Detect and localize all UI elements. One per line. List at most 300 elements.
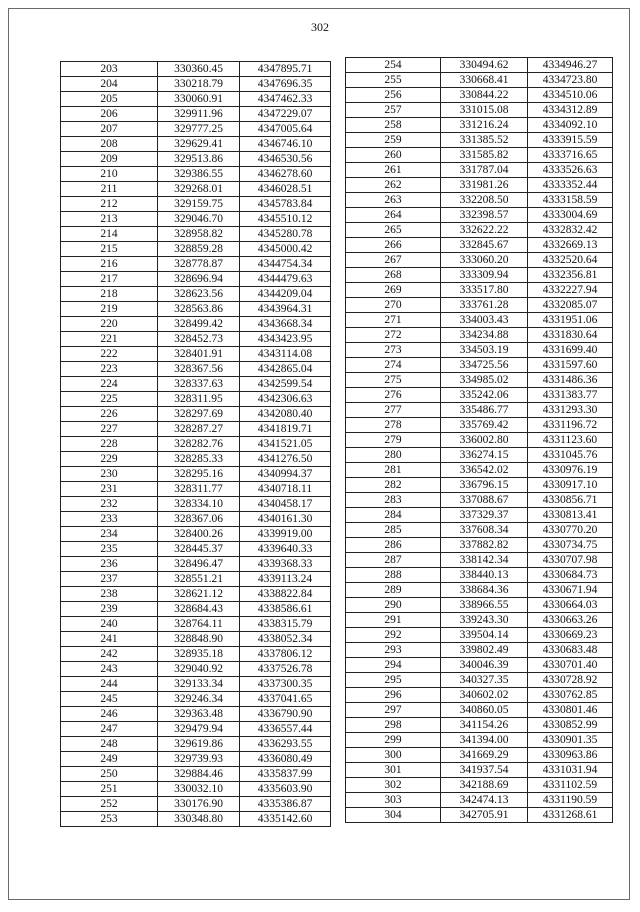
x-coordinate-cell: 328496.47 [158, 557, 240, 572]
x-coordinate-cell: 341154.26 [441, 718, 528, 733]
point-id-cell: 288 [346, 568, 441, 583]
table-row [61, 77, 331, 92]
y-coordinate-cell: 4339368.33 [240, 557, 331, 572]
table-row [346, 508, 613, 523]
point-id-cell: 287 [346, 553, 441, 568]
y-coordinate-cell: 4340718.11 [240, 482, 331, 497]
y-coordinate-cell: 4341819.71 [240, 422, 331, 437]
y-coordinate-cell: 4330917.10 [528, 478, 613, 493]
point-id-cell: 303 [346, 793, 441, 808]
table-row [346, 598, 613, 613]
y-coordinate-cell: 4331190.59 [528, 793, 613, 808]
table-row [346, 178, 613, 193]
x-coordinate-cell: 329040.92 [158, 662, 240, 677]
point-id-cell: 223 [61, 362, 158, 377]
table-row [61, 542, 331, 557]
table-row [346, 448, 613, 463]
y-coordinate-cell: 4342080.40 [240, 407, 331, 422]
y-coordinate-cell: 4332356.81 [528, 268, 613, 283]
table-row [61, 617, 331, 632]
y-coordinate-cell: 4331102.59 [528, 778, 613, 793]
y-coordinate-cell: 4333526.63 [528, 163, 613, 178]
x-coordinate-cell: 329363.48 [158, 707, 240, 722]
table-row [346, 523, 613, 538]
table-row [61, 812, 331, 827]
point-id-cell: 203 [61, 62, 158, 77]
x-coordinate-cell: 334234.88 [441, 328, 528, 343]
x-coordinate-cell: 332208.50 [441, 193, 528, 208]
y-coordinate-cell: 4331830.64 [528, 328, 613, 343]
x-coordinate-cell: 339504.14 [441, 628, 528, 643]
table-row [61, 287, 331, 302]
table-row [61, 182, 331, 197]
y-coordinate-cell: 4330852.99 [528, 718, 613, 733]
point-id-cell: 291 [346, 613, 441, 628]
point-id-cell: 232 [61, 497, 158, 512]
y-coordinate-cell: 4341521.05 [240, 437, 331, 452]
y-coordinate-cell: 4345280.78 [240, 227, 331, 242]
point-id-cell: 222 [61, 347, 158, 362]
point-id-cell: 269 [346, 283, 441, 298]
y-coordinate-cell: 4344479.63 [240, 272, 331, 287]
coordinates-table-left [60, 61, 331, 827]
point-id-cell: 302 [346, 778, 441, 793]
x-coordinate-cell: 334003.43 [441, 313, 528, 328]
point-id-cell: 246 [61, 707, 158, 722]
table-row [346, 298, 613, 313]
point-id-cell: 214 [61, 227, 158, 242]
y-coordinate-cell: 4342306.63 [240, 392, 331, 407]
table-row [61, 257, 331, 272]
y-coordinate-cell: 4334092.10 [528, 118, 613, 133]
x-coordinate-cell: 328499.42 [158, 317, 240, 332]
table-row [346, 583, 613, 598]
x-coordinate-cell: 328935.18 [158, 647, 240, 662]
y-coordinate-cell: 4330728.92 [528, 673, 613, 688]
table-row [61, 197, 331, 212]
point-id-cell: 262 [346, 178, 441, 193]
y-coordinate-cell: 4346746.10 [240, 137, 331, 152]
point-id-cell: 300 [346, 748, 441, 763]
y-coordinate-cell: 4330701.40 [528, 658, 613, 673]
point-id-cell: 226 [61, 407, 158, 422]
table-row [346, 343, 613, 358]
x-coordinate-cell: 334503.19 [441, 343, 528, 358]
x-coordinate-cell: 330494.62 [441, 58, 528, 73]
table-row [346, 268, 613, 283]
table-row [346, 283, 613, 298]
x-coordinate-cell: 328778.87 [158, 257, 240, 272]
point-id-cell: 264 [346, 208, 441, 223]
point-id-cell: 298 [346, 718, 441, 733]
point-id-cell: 220 [61, 317, 158, 332]
x-coordinate-cell: 334725.56 [441, 358, 528, 373]
y-coordinate-cell: 4346278.60 [240, 167, 331, 182]
x-coordinate-cell: 337088.67 [441, 493, 528, 508]
table-row [61, 302, 331, 317]
y-coordinate-cell: 4331699.40 [528, 343, 613, 358]
x-coordinate-cell: 336796.15 [441, 478, 528, 493]
x-coordinate-cell: 328367.56 [158, 362, 240, 377]
table-row [346, 253, 613, 268]
x-coordinate-cell: 329159.75 [158, 197, 240, 212]
point-id-cell: 272 [346, 328, 441, 343]
x-coordinate-cell: 329479.94 [158, 722, 240, 737]
table-row [61, 722, 331, 737]
point-id-cell: 245 [61, 692, 158, 707]
x-coordinate-cell: 340860.05 [441, 703, 528, 718]
x-coordinate-cell: 339802.49 [441, 643, 528, 658]
table-row [61, 422, 331, 437]
y-coordinate-cell: 4331123.60 [528, 433, 613, 448]
point-id-cell: 282 [346, 478, 441, 493]
y-coordinate-cell: 4330664.03 [528, 598, 613, 613]
x-coordinate-cell: 330218.79 [158, 77, 240, 92]
y-coordinate-cell: 4347696.35 [240, 77, 331, 92]
y-coordinate-cell: 4333158.59 [528, 193, 613, 208]
table-row [61, 437, 331, 452]
table-row [346, 358, 613, 373]
x-coordinate-cell: 335242.06 [441, 388, 528, 403]
point-id-cell: 270 [346, 298, 441, 313]
point-id-cell: 219 [61, 302, 158, 317]
y-coordinate-cell: 4332085.07 [528, 298, 613, 313]
y-coordinate-cell: 4330707.98 [528, 553, 613, 568]
table-row [346, 808, 613, 823]
point-id-cell: 284 [346, 508, 441, 523]
y-coordinate-cell: 4337300.35 [240, 677, 331, 692]
y-coordinate-cell: 4336293.55 [240, 737, 331, 752]
point-id-cell: 285 [346, 523, 441, 538]
x-coordinate-cell: 330348.80 [158, 812, 240, 827]
point-id-cell: 304 [346, 808, 441, 823]
x-coordinate-cell: 329911.96 [158, 107, 240, 122]
x-coordinate-cell: 328400.26 [158, 527, 240, 542]
point-id-cell: 247 [61, 722, 158, 737]
x-coordinate-cell: 336542.02 [441, 463, 528, 478]
table-row [61, 107, 331, 122]
x-coordinate-cell: 331981.26 [441, 178, 528, 193]
y-coordinate-cell: 4330801.46 [528, 703, 613, 718]
y-coordinate-cell: 4334946.27 [528, 58, 613, 73]
x-coordinate-cell: 341669.29 [441, 748, 528, 763]
x-coordinate-cell: 332398.57 [441, 208, 528, 223]
x-coordinate-cell: 328623.56 [158, 287, 240, 302]
point-id-cell: 204 [61, 77, 158, 92]
point-id-cell: 225 [61, 392, 158, 407]
y-coordinate-cell: 4330683.48 [528, 643, 613, 658]
table-row [61, 737, 331, 752]
table-row [346, 673, 613, 688]
point-id-cell: 296 [346, 688, 441, 703]
point-id-cell: 224 [61, 377, 158, 392]
y-coordinate-cell: 4336790.90 [240, 707, 331, 722]
table-row [61, 62, 331, 77]
page-number: 302 [311, 20, 329, 34]
table-row [61, 317, 331, 332]
x-coordinate-cell: 329739.93 [158, 752, 240, 767]
x-coordinate-cell: 330176.90 [158, 797, 240, 812]
x-coordinate-cell: 338142.34 [441, 553, 528, 568]
table-row [346, 658, 613, 673]
x-coordinate-cell: 337882.82 [441, 538, 528, 553]
point-id-cell: 217 [61, 272, 158, 287]
table-row [61, 797, 331, 812]
x-coordinate-cell: 339243.30 [441, 613, 528, 628]
table-row [61, 272, 331, 287]
y-coordinate-cell: 4339919.00 [240, 527, 331, 542]
point-id-cell: 258 [346, 118, 441, 133]
x-coordinate-cell: 328764.11 [158, 617, 240, 632]
point-id-cell: 295 [346, 673, 441, 688]
y-coordinate-cell: 4337806.12 [240, 647, 331, 662]
x-coordinate-cell: 333761.28 [441, 298, 528, 313]
point-id-cell: 205 [61, 92, 158, 107]
point-id-cell: 249 [61, 752, 158, 767]
x-coordinate-cell: 329046.70 [158, 212, 240, 227]
x-coordinate-cell: 328295.16 [158, 467, 240, 482]
x-coordinate-cell: 328696.94 [158, 272, 240, 287]
table-row [61, 497, 331, 512]
y-coordinate-cell: 4330976.19 [528, 463, 613, 478]
point-id-cell: 275 [346, 373, 441, 388]
table-row [61, 677, 331, 692]
table-row [61, 482, 331, 497]
y-coordinate-cell: 4343964.31 [240, 302, 331, 317]
x-coordinate-cell: 330668.41 [441, 73, 528, 88]
table-row [61, 752, 331, 767]
point-id-cell: 256 [346, 88, 441, 103]
table-row [61, 92, 331, 107]
y-coordinate-cell: 4346028.51 [240, 182, 331, 197]
y-coordinate-cell: 4335386.87 [240, 797, 331, 812]
table-row [346, 133, 613, 148]
y-coordinate-cell: 4346530.56 [240, 152, 331, 167]
y-coordinate-cell: 4330813.41 [528, 508, 613, 523]
coordinates-table-right [345, 57, 613, 823]
y-coordinate-cell: 4332832.42 [528, 223, 613, 238]
point-id-cell: 292 [346, 628, 441, 643]
x-coordinate-cell: 336002.80 [441, 433, 528, 448]
table-row [346, 208, 613, 223]
x-coordinate-cell: 328337.63 [158, 377, 240, 392]
table-row [61, 167, 331, 182]
table-row [61, 632, 331, 647]
y-coordinate-cell: 4331196.72 [528, 418, 613, 433]
y-coordinate-cell: 4332520.64 [528, 253, 613, 268]
y-coordinate-cell: 4330963.86 [528, 748, 613, 763]
point-id-cell: 235 [61, 542, 158, 557]
table-row [346, 88, 613, 103]
table-row [346, 718, 613, 733]
x-coordinate-cell: 329629.41 [158, 137, 240, 152]
y-coordinate-cell: 4335142.60 [240, 812, 331, 827]
table-row [61, 512, 331, 527]
point-id-cell: 281 [346, 463, 441, 478]
x-coordinate-cell: 335486.77 [441, 403, 528, 418]
y-coordinate-cell: 4337526.78 [240, 662, 331, 677]
table-row [61, 362, 331, 377]
y-coordinate-cell: 4330762.85 [528, 688, 613, 703]
table-row [61, 392, 331, 407]
table-row [346, 238, 613, 253]
y-coordinate-cell: 4344754.34 [240, 257, 331, 272]
point-id-cell: 278 [346, 418, 441, 433]
x-coordinate-cell: 341937.54 [441, 763, 528, 778]
y-coordinate-cell: 4339640.33 [240, 542, 331, 557]
x-coordinate-cell: 329777.25 [158, 122, 240, 137]
x-coordinate-cell: 328297.69 [158, 407, 240, 422]
point-id-cell: 215 [61, 242, 158, 257]
table-row [61, 602, 331, 617]
x-coordinate-cell: 340046.39 [441, 658, 528, 673]
point-id-cell: 228 [61, 437, 158, 452]
x-coordinate-cell: 340602.02 [441, 688, 528, 703]
x-coordinate-cell: 333517.80 [441, 283, 528, 298]
point-id-cell: 206 [61, 107, 158, 122]
y-coordinate-cell: 4342599.54 [240, 377, 331, 392]
table-row [346, 163, 613, 178]
y-coordinate-cell: 4330901.35 [528, 733, 613, 748]
point-id-cell: 210 [61, 167, 158, 182]
x-coordinate-cell: 328621.12 [158, 587, 240, 602]
x-coordinate-cell: 330060.91 [158, 92, 240, 107]
x-coordinate-cell: 328287.27 [158, 422, 240, 437]
point-id-cell: 267 [346, 253, 441, 268]
table-row [61, 467, 331, 482]
y-coordinate-cell: 4334723.80 [528, 73, 613, 88]
x-coordinate-cell: 337608.34 [441, 523, 528, 538]
x-coordinate-cell: 328452.73 [158, 332, 240, 347]
y-coordinate-cell: 4340458.17 [240, 497, 331, 512]
table-row [346, 418, 613, 433]
point-id-cell: 216 [61, 257, 158, 272]
x-coordinate-cell: 328285.33 [158, 452, 240, 467]
x-coordinate-cell: 328859.28 [158, 242, 240, 257]
x-coordinate-cell: 338684.36 [441, 583, 528, 598]
table-row [346, 643, 613, 658]
x-coordinate-cell: 328958.82 [158, 227, 240, 242]
table-row [346, 73, 613, 88]
x-coordinate-cell: 329884.46 [158, 767, 240, 782]
point-id-cell: 251 [61, 782, 158, 797]
x-coordinate-cell: 341394.00 [441, 733, 528, 748]
point-id-cell: 229 [61, 452, 158, 467]
point-id-cell: 274 [346, 358, 441, 373]
y-coordinate-cell: 4343668.34 [240, 317, 331, 332]
y-coordinate-cell: 4333915.59 [528, 133, 613, 148]
y-coordinate-cell: 4331486.36 [528, 373, 613, 388]
point-id-cell: 263 [346, 193, 441, 208]
table-row [346, 373, 613, 388]
x-coordinate-cell: 342705.91 [441, 808, 528, 823]
y-coordinate-cell: 4345783.84 [240, 197, 331, 212]
y-coordinate-cell: 4331031.94 [528, 763, 613, 778]
table-row [61, 137, 331, 152]
point-id-cell: 238 [61, 587, 158, 602]
y-coordinate-cell: 4347462.33 [240, 92, 331, 107]
y-coordinate-cell: 4331293.30 [528, 403, 613, 418]
table-row [346, 763, 613, 778]
table-row [61, 332, 331, 347]
point-id-cell: 265 [346, 223, 441, 238]
point-id-cell: 209 [61, 152, 158, 167]
table-row [61, 227, 331, 242]
point-id-cell: 208 [61, 137, 158, 152]
point-id-cell: 276 [346, 388, 441, 403]
point-id-cell: 207 [61, 122, 158, 137]
x-coordinate-cell: 328848.90 [158, 632, 240, 647]
table-row [346, 478, 613, 493]
point-id-cell: 234 [61, 527, 158, 542]
point-id-cell: 260 [346, 148, 441, 163]
y-coordinate-cell: 4334312.89 [528, 103, 613, 118]
y-coordinate-cell: 4331597.60 [528, 358, 613, 373]
y-coordinate-cell: 4338822.84 [240, 587, 331, 602]
table-row [346, 463, 613, 478]
y-coordinate-cell: 4333004.69 [528, 208, 613, 223]
y-coordinate-cell: 4341276.50 [240, 452, 331, 467]
table-row [61, 347, 331, 362]
point-id-cell: 257 [346, 103, 441, 118]
x-coordinate-cell: 329133.34 [158, 677, 240, 692]
point-id-cell: 273 [346, 343, 441, 358]
point-id-cell: 253 [61, 812, 158, 827]
y-coordinate-cell: 4338315.79 [240, 617, 331, 632]
y-coordinate-cell: 4342865.04 [240, 362, 331, 377]
point-id-cell: 293 [346, 643, 441, 658]
point-id-cell: 231 [61, 482, 158, 497]
y-coordinate-cell: 4343423.95 [240, 332, 331, 347]
table-row [61, 572, 331, 587]
y-coordinate-cell: 4330671.94 [528, 583, 613, 598]
y-coordinate-cell: 4347005.64 [240, 122, 331, 137]
point-id-cell: 212 [61, 197, 158, 212]
table-row [346, 118, 613, 133]
table-row [346, 538, 613, 553]
x-coordinate-cell: 329386.55 [158, 167, 240, 182]
point-id-cell: 255 [346, 73, 441, 88]
x-coordinate-cell: 330844.22 [441, 88, 528, 103]
table-row [346, 148, 613, 163]
table-row [346, 748, 613, 763]
x-coordinate-cell: 334985.02 [441, 373, 528, 388]
point-id-cell: 294 [346, 658, 441, 673]
y-coordinate-cell: 4336557.44 [240, 722, 331, 737]
table-row [61, 527, 331, 542]
y-coordinate-cell: 4330663.26 [528, 613, 613, 628]
x-coordinate-cell: 331385.52 [441, 133, 528, 148]
point-id-cell: 213 [61, 212, 158, 227]
y-coordinate-cell: 4338052.34 [240, 632, 331, 647]
y-coordinate-cell: 4330770.20 [528, 523, 613, 538]
point-id-cell: 233 [61, 512, 158, 527]
y-coordinate-cell: 4336080.49 [240, 752, 331, 767]
y-coordinate-cell: 4334510.06 [528, 88, 613, 103]
y-coordinate-cell: 4330856.71 [528, 493, 613, 508]
table-row [61, 707, 331, 722]
x-coordinate-cell: 328334.10 [158, 497, 240, 512]
table-row [61, 647, 331, 662]
x-coordinate-cell: 335769.42 [441, 418, 528, 433]
x-coordinate-cell: 328367.06 [158, 512, 240, 527]
y-coordinate-cell: 4335837.99 [240, 767, 331, 782]
table-row [346, 58, 613, 73]
point-id-cell: 286 [346, 538, 441, 553]
x-coordinate-cell: 331787.04 [441, 163, 528, 178]
x-coordinate-cell: 342188.69 [441, 778, 528, 793]
point-id-cell: 301 [346, 763, 441, 778]
